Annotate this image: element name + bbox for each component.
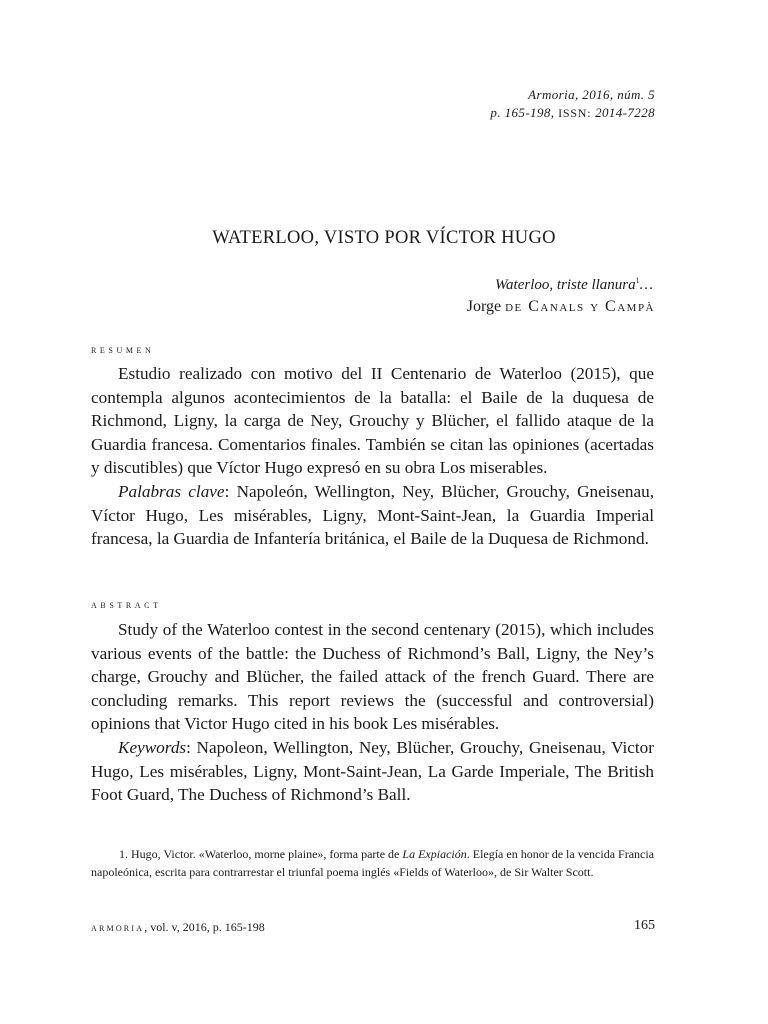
footnote-marker: 1: [635, 276, 640, 285]
author-first-name: Jorge: [466, 298, 502, 315]
abstract-body: Study of the Waterloo contest in the second centenary (2015), which includes various events of the battle: the Duchess of Richmond’s Ball, Ligny, the Ney’s charge, Grouchy and Blücher, the failed attack of the french Guard. There are concluding remarks. This report reviews the (successful and controversial) opinions that Victor Hugo cited in his book Les misérables.: [91, 620, 654, 734]
footer-citation-text: , vol. v, 2016, p. 165-198: [144, 920, 265, 934]
epigraph-text: Waterloo, triste llanura: [494, 277, 636, 293]
footnote: [91, 846, 654, 881]
footer-journal-name: armoria: [91, 920, 145, 934]
resumen-keywords-label: Palabras clave: [118, 482, 225, 501]
resumen-body: Estudio realizado con motivo del II Centenario de Waterloo (2015), que contempla algunos acontecimientos de la batalla: el Baile de la duquesa de Richmond, Ligny, la carga de Ney, Grouchy y Blücher, el fallido ataque de la Guardia francesa. Comentarios finales. También se citan las opiniones (acertadas y discutibles) que Víctor Hugo expresó en su obra Los miserables.: [91, 364, 654, 478]
article-title: WATERLOO, VISTO POR VÍCTOR HUGO: [212, 228, 556, 248]
footnote-text-before: Hugo, Victor. «Waterloo, morne plaine», forma parte de: [131, 847, 400, 861]
journal-reference: [528, 87, 655, 103]
pages-range: p. 165-198,: [490, 105, 555, 120]
issn-value: 2014-7228: [595, 105, 655, 120]
footnote-text-after: . Elegía en honor de la vencida Francia napoleónica, escrita para contrarrestar el triunfal poema inglés «Fields of Waterloo», de Sir Walter Scott.: [91, 847, 655, 879]
footnote-number: 1.: [119, 847, 128, 861]
author-surname: de Canals y Campà: [505, 298, 655, 315]
issn-label: ISSN:: [558, 106, 592, 120]
abstract-keywords: [91, 736, 654, 807]
resumen-keywords-list: : Napoleón, Wellington, Ney, Blücher, Grouchy, Gneisenau, Víctor Hugo, Les misérables, Ligny, Mont-Saint-Jean, la Guardia Imperial francesa, la Guardia de Infantería británica, el Baile de la Duquesa de Richmond.: [91, 482, 654, 549]
journal-issue-line: Armoria, 2016, núm. 5: [528, 87, 655, 102]
page-number: 165: [634, 918, 655, 933]
pages-issn-line: [490, 105, 655, 121]
epigraph-ellipsis: …: [639, 277, 653, 293]
abstract-heading: abstract: [91, 599, 162, 611]
author-name: [467, 298, 655, 316]
abstract-keywords-list: : Napoleon, Wellington, Ney, Blücher, Grouchy, Gneisenau, Victor Hugo, Les misérables, Ligny, Mont-Saint-Jean, La Garde Imperiale, The British Foot Guard, The Duchess of Richmond’s Ball.: [91, 738, 654, 805]
abstract-keywords-label: Keywords: [118, 738, 187, 757]
footer-citation: [91, 920, 265, 935]
footnote-work-title: La Expiación: [402, 847, 467, 861]
resumen-keywords: [91, 480, 654, 551]
resumen-heading: resumen: [91, 344, 155, 356]
epigraph: [495, 277, 653, 294]
